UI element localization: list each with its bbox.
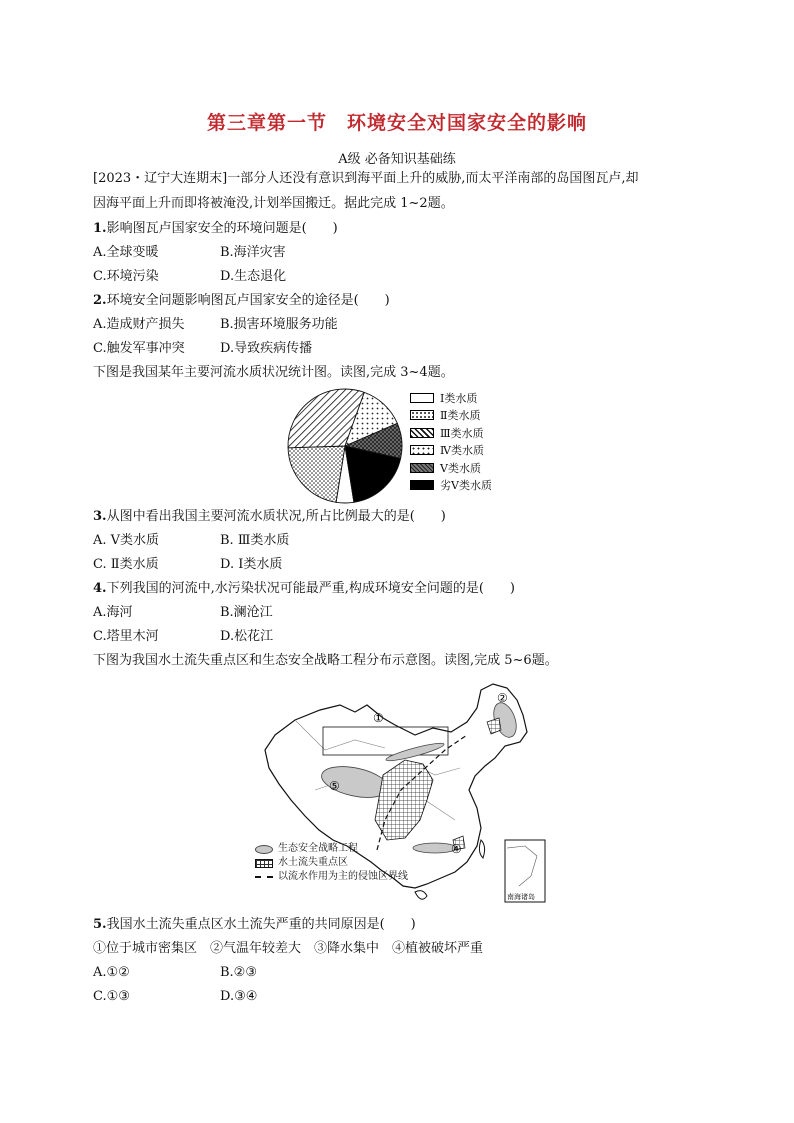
legend-label: 劣Ⅴ类水质	[440, 479, 492, 493]
question-number: 3.	[93, 509, 107, 524]
legend-swatch	[410, 393, 434, 403]
legend-item-erosion-zone	[255, 856, 408, 870]
legend-swatch	[410, 463, 434, 473]
legend-swatch	[410, 445, 434, 455]
inset-label: 南海诸岛	[507, 893, 535, 901]
boundary-swatch	[255, 876, 273, 878]
option-a[interactable]: A.造成财产损失	[93, 317, 185, 332]
hainan-island	[415, 891, 427, 900]
option-d[interactable]: D.导致疾病传播	[220, 341, 313, 356]
marker-1: ①	[373, 711, 384, 725]
option-b[interactable]: B.②③	[220, 965, 257, 980]
pie-legend	[410, 389, 492, 494]
section-subtitle: A级 必备知识基础练	[338, 152, 456, 167]
option-b[interactable]: B. Ⅲ类水质	[220, 533, 290, 548]
question-4	[93, 580, 515, 598]
eco-project-swatch	[255, 845, 273, 854]
marker-2: ②	[497, 691, 508, 705]
legend-item	[410, 424, 492, 442]
question-text: 我国水土流失重点区水土流失严重的共同原因是( )	[106, 917, 416, 932]
marker-5: ⑤	[329, 779, 340, 793]
legend-swatch	[410, 428, 434, 438]
question-5-stem: ①位于城市密集区 ②气温年较差大 ③降水集中 ④植被破坏严重	[93, 941, 484, 956]
legend-item	[410, 459, 492, 477]
marker-4: ④	[451, 842, 462, 856]
option-a[interactable]: A.①②	[93, 965, 130, 980]
question-text: 下列我国的河流中,水污染状况可能最严重,构成环境安全问题的是( )	[106, 581, 515, 596]
erosion-zone-swatch	[255, 859, 273, 868]
option-d[interactable]: D.生态退化	[220, 269, 287, 284]
option-d[interactable]: D.松花江	[220, 629, 274, 644]
option-a[interactable]: A. Ⅴ类水质	[93, 533, 160, 548]
page-title: 第三章第一节 环境安全对国家安全的影响	[206, 112, 587, 134]
taiwan-island	[479, 840, 484, 858]
intro-line-1: [2023・辽宁大连期末]一部分人还没有意识到海平面上升的威胁,而太平洋南部的岛国图瓦卢,却	[93, 171, 639, 186]
pie-intro: 下图是我国某年主要河流水质状况统计图。读图,完成 3~4题。	[93, 365, 454, 380]
legend-label: Ⅱ类水质	[440, 409, 481, 423]
question-number: 2.	[93, 293, 107, 308]
legend-label: Ⅳ类水质	[440, 444, 484, 458]
option-b[interactable]: B.澜沧江	[220, 605, 273, 620]
map-intro: 下图为我国水土流失重点区和生态安全战略工程分布示意图。读图,完成 5~6题。	[93, 653, 558, 668]
legend-label: Ⅲ类水质	[440, 426, 484, 440]
question-1	[93, 220, 338, 238]
option-b[interactable]: B.海洋灾害	[220, 245, 286, 260]
water-quality-pie-chart	[285, 386, 405, 506]
option-d[interactable]: D.③④	[220, 989, 258, 1004]
legend-item	[410, 477, 492, 495]
question-text: 环境安全问题影响图瓦卢国家安全的途径是( )	[106, 293, 390, 308]
legend-item	[410, 389, 492, 407]
option-a[interactable]: A.海河	[93, 605, 133, 620]
legend-label: 以流水作用为主的侵蚀区界线	[278, 871, 408, 882]
question-5	[93, 916, 416, 934]
option-c[interactable]: C. Ⅱ类水质	[93, 557, 159, 572]
option-c[interactable]: C.①③	[93, 989, 130, 1004]
legend-swatch	[410, 410, 434, 420]
question-3	[93, 508, 446, 526]
option-a[interactable]: A.全球变暖	[93, 245, 159, 260]
map-legend	[255, 842, 408, 884]
option-c[interactable]: C.塔里木河	[93, 629, 159, 644]
question-number: 1.	[93, 221, 107, 236]
legend-label: 生态安全战略工程	[278, 843, 358, 854]
question-number: 5.	[93, 917, 107, 932]
legend-item	[410, 442, 492, 460]
pie-slice	[288, 446, 345, 502]
legend-label: Ⅰ类水质	[440, 391, 478, 405]
legend-item	[410, 407, 492, 425]
option-c[interactable]: C.环境污染	[93, 269, 159, 284]
legend-label: Ⅴ类水质	[440, 461, 481, 475]
option-b[interactable]: B.损害环境服务功能	[220, 317, 338, 332]
question-text: 影响图瓦卢国家安全的环境问题是( )	[106, 221, 338, 236]
question-number: 4.	[93, 581, 107, 596]
option-d[interactable]: D. Ⅰ类水质	[220, 557, 283, 572]
legend-swatch	[410, 480, 434, 490]
option-c[interactable]: C.触发军事冲突	[93, 341, 185, 356]
intro-line-2: 因海平面上升而即将被淹没,计划举国搬迁。据此完成 1~2题。	[93, 196, 454, 211]
legend-item-boundary	[255, 870, 408, 884]
question-2	[93, 292, 390, 310]
question-text: 从图中看出我国主要河流水质状况,所占比例最大的是( )	[106, 509, 446, 524]
legend-item-eco-project	[255, 842, 408, 856]
legend-label: 水土流失重点区	[278, 857, 348, 868]
